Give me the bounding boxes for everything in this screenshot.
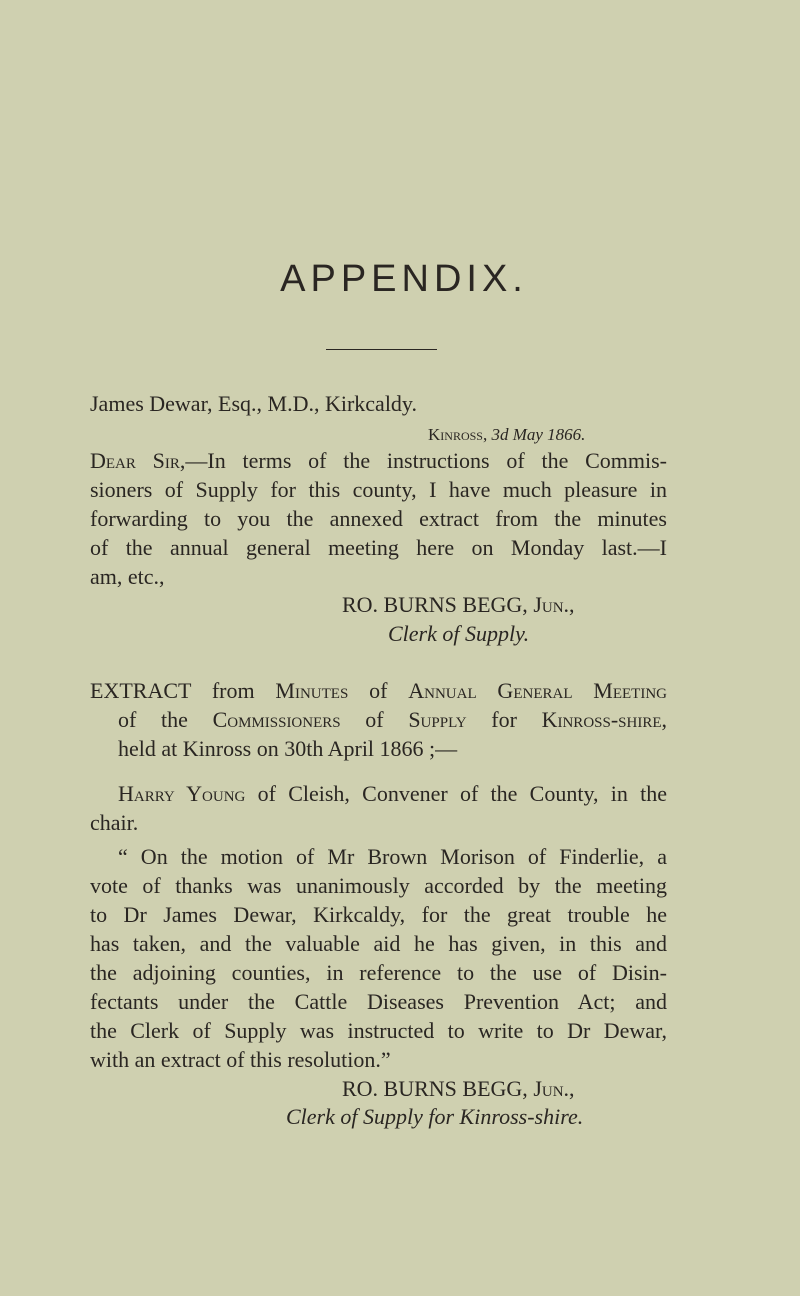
heading-rule <box>326 349 437 350</box>
letter-salutation: Dear Sir, <box>90 448 186 473</box>
letter-body-line: sioners of Supply for this county, I have much pleasure in <box>90 477 667 502</box>
letter-signature <box>342 590 575 619</box>
letter-place: Kinross, <box>428 425 488 444</box>
letter-date: 3d May 1866. <box>491 425 586 444</box>
letter-addressee: James Dewar, Esq., M.D., Kirkcaldy. <box>90 391 418 416</box>
extract-chair-line: Harry Young of Cleish, Convener of the County, in the <box>118 781 667 806</box>
letter-body-line: of the annual general meeting here on Monday last.—I <box>90 535 667 560</box>
resolution-line: to Dr James Dewar, Kirkcaldy, for the great trouble he <box>90 902 667 927</box>
chair-name: Harry Young <box>118 781 246 806</box>
letter-body-line: am, etc., <box>90 564 165 589</box>
extract-signature-title: Clerk of Supply for Kinross-shire. <box>286 1104 584 1129</box>
extract-heading-2 <box>118 705 667 734</box>
extract-heading <box>90 676 667 705</box>
letter-signature-title: Clerk of Supply. <box>388 621 530 646</box>
resolution-line: has taken, and the valuable aid he has given, in this and <box>90 931 667 956</box>
extract-heading-line: of the Commissioners of Supply for Kinross-shire, <box>118 707 667 732</box>
extract-heading-3: held at Kinross on 30th April 1866 ;— <box>118 736 458 761</box>
resolution-line: the adjoining counties, in reference to the use of Disin- <box>90 960 667 985</box>
letter-dateline <box>428 420 585 449</box>
extract-signature-name: RO. BURNS BEGG, <box>342 1076 534 1101</box>
extract-resolution <box>90 842 667 1074</box>
letter-signature-name: RO. BURNS BEGG, <box>342 592 534 617</box>
extract-chair-line-2: chair. <box>90 810 139 835</box>
resolution-line: with an extract of this resolution.” <box>90 1047 391 1072</box>
extract-signature-suffix: Jun., <box>533 1076 575 1101</box>
resolution-line: “ On the motion of Mr Brown Morison of Finderlie, a <box>118 844 667 869</box>
letter-body-line: forwarding to you the annexed extract from the minutes <box>90 506 667 531</box>
letter-body <box>90 446 667 591</box>
extract-chair <box>118 779 667 808</box>
resolution-line: the Clerk of Supply was instructed to write to Dr Dewar, <box>90 1018 667 1043</box>
resolution-line: vote of thanks was unanimously accorded by the meeting <box>90 873 667 898</box>
extract-signature <box>342 1074 575 1103</box>
letter-signature-suffix: Jun., <box>533 592 575 617</box>
letter-body-line: Dear Sir,—In terms of the instructions of the Commis- <box>90 448 668 473</box>
page-heading: APPENDIX. <box>280 258 528 300</box>
resolution-line: fectants under the Cattle Diseases Prevention Act; and <box>90 989 667 1014</box>
extract-heading-line: EXTRACT from Minutes of Annual General Meeting <box>90 678 667 703</box>
